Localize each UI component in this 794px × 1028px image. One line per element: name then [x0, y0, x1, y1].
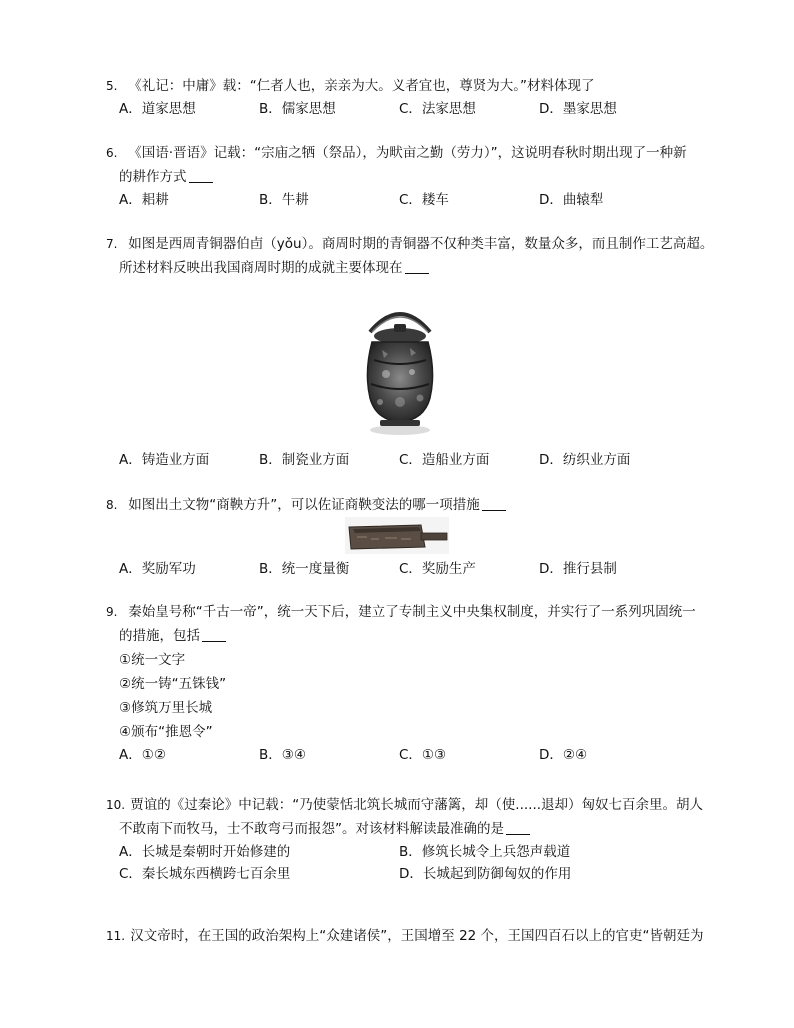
- statement-2: ②统一铸“五铢钱”: [119, 676, 227, 692]
- question-text: 汉文帝时，在王国的政治架构上“众建诸侯”，王国增至 22 个，王国四百石以上的官吏“皆朝廷为: [130, 928, 704, 944]
- option-d[interactable]: D．②④: [539, 747, 588, 763]
- option-d[interactable]: D．曲辕犁: [539, 192, 604, 208]
- shang-yang-fangsheng-image: [345, 517, 449, 554]
- question-8: [106, 493, 706, 517]
- question-6: [106, 141, 706, 211]
- answer-blank[interactable]: [482, 496, 506, 511]
- answer-blank[interactable]: [506, 820, 530, 835]
- question-8-options: [106, 558, 706, 580]
- question-text-line-2: 不敢南下而牧马，士不敢弯弓而报怨”。对该材料解读最准确的是: [119, 821, 504, 837]
- statement-1: ①统一文字: [119, 652, 186, 668]
- options-row: [106, 189, 706, 211]
- option-b[interactable]: B．③④: [259, 747, 306, 763]
- question-number: 11.: [106, 929, 126, 943]
- option-b[interactable]: B．修筑长城令上兵怨声载道: [399, 844, 571, 860]
- question-10: [106, 793, 706, 885]
- question-text-line-2: 的措施，包括: [119, 628, 200, 644]
- question-5: [106, 74, 706, 120]
- option-d[interactable]: D．长城起到防御匈奴的作用: [399, 866, 572, 882]
- options-row: [106, 558, 706, 580]
- fangsheng-illustration: [345, 517, 449, 554]
- question-text-line-2: 的耕作方式: [119, 169, 187, 185]
- question-text-line-1: 秦始皇号称“千古一帝”，统一天下后，建立了专制主义中央集权制度，并实行了一系列巩固统一: [128, 604, 696, 620]
- option-c[interactable]: C．造船业方面: [399, 452, 490, 468]
- question-7-options: [106, 449, 706, 471]
- option-a[interactable]: A．长城是秦朝时开始修建的: [119, 844, 291, 860]
- options-row: [106, 449, 706, 471]
- question-11: [106, 924, 706, 948]
- statement-4: ④颁布“推恩令”: [119, 724, 213, 740]
- option-b[interactable]: B．牛耕: [259, 192, 309, 208]
- answer-blank[interactable]: [202, 627, 226, 642]
- question-text: 如图出土文物“商鞅方升”，可以佐证商鞅变法的哪一项措施: [128, 497, 480, 513]
- question-9: [106, 600, 706, 766]
- question-number: 9.: [106, 605, 118, 619]
- option-c[interactable]: C．秦长城东西横跨七百余里: [119, 866, 291, 882]
- option-d[interactable]: D．纺织业方面: [539, 452, 631, 468]
- options-row-1: [106, 841, 706, 863]
- question-text-line-1: 贾谊的《过秦论》中记载：“乃使蒙恬北筑长城而守藩篱，却（使......退却）匈奴七百余里。胡人: [130, 797, 704, 813]
- option-b[interactable]: B．制瓷业方面: [259, 452, 350, 468]
- question-number: 5.: [106, 79, 118, 93]
- answer-blank[interactable]: [189, 168, 213, 183]
- option-a[interactable]: A．①②: [119, 747, 166, 763]
- question-text: 《礼记：中庸》载：“仁者人也，亲亲为大。义者宜也，尊贤为大。”材料体现了: [128, 78, 595, 94]
- question-text-line-2: 所述材料反映出我国商周时期的成就主要体现在: [119, 260, 403, 276]
- option-c[interactable]: C．奖励生产: [399, 561, 476, 577]
- options-row: [106, 98, 706, 120]
- question-number: 10.: [106, 798, 126, 812]
- option-d[interactable]: D．推行县制: [539, 561, 617, 577]
- option-a[interactable]: A．耜耕: [119, 192, 169, 208]
- option-a[interactable]: A．奖励军功: [119, 561, 196, 577]
- option-d[interactable]: D．墨家思想: [539, 101, 617, 117]
- question-7: [106, 232, 714, 280]
- bronze-you-vessel-image: [356, 302, 444, 438]
- option-c[interactable]: C．法家思想: [399, 101, 476, 117]
- bronze-vessel-illustration: [356, 302, 444, 438]
- option-a[interactable]: A．铸造业方面: [119, 452, 210, 468]
- statement-3: ③修筑万里长城: [119, 700, 213, 716]
- options-row-2: [106, 863, 706, 885]
- question-text-line-1: 《国语·晋语》记载：“宗庙之牺（祭品），为畎亩之勤（劳力）”，这说明春秋时期出现了一种新: [128, 145, 687, 161]
- option-a[interactable]: A．道家思想: [119, 101, 196, 117]
- option-b[interactable]: B．儒家思想: [259, 101, 336, 117]
- answer-blank[interactable]: [405, 259, 429, 274]
- question-number: 8.: [106, 498, 118, 512]
- question-number: 6.: [106, 146, 118, 160]
- options-row: [106, 744, 706, 766]
- question-text-line-1: 如图是西周青铜器伯卣（yǒu）。商周时期的青铜器不仅种类丰富，数量众多，而且制作工艺高超。: [128, 236, 714, 252]
- option-c[interactable]: C．耧车: [399, 192, 449, 208]
- option-b[interactable]: B．统一度量衡: [259, 561, 350, 577]
- option-c[interactable]: C．①③: [399, 747, 447, 763]
- question-number: 7.: [106, 237, 118, 251]
